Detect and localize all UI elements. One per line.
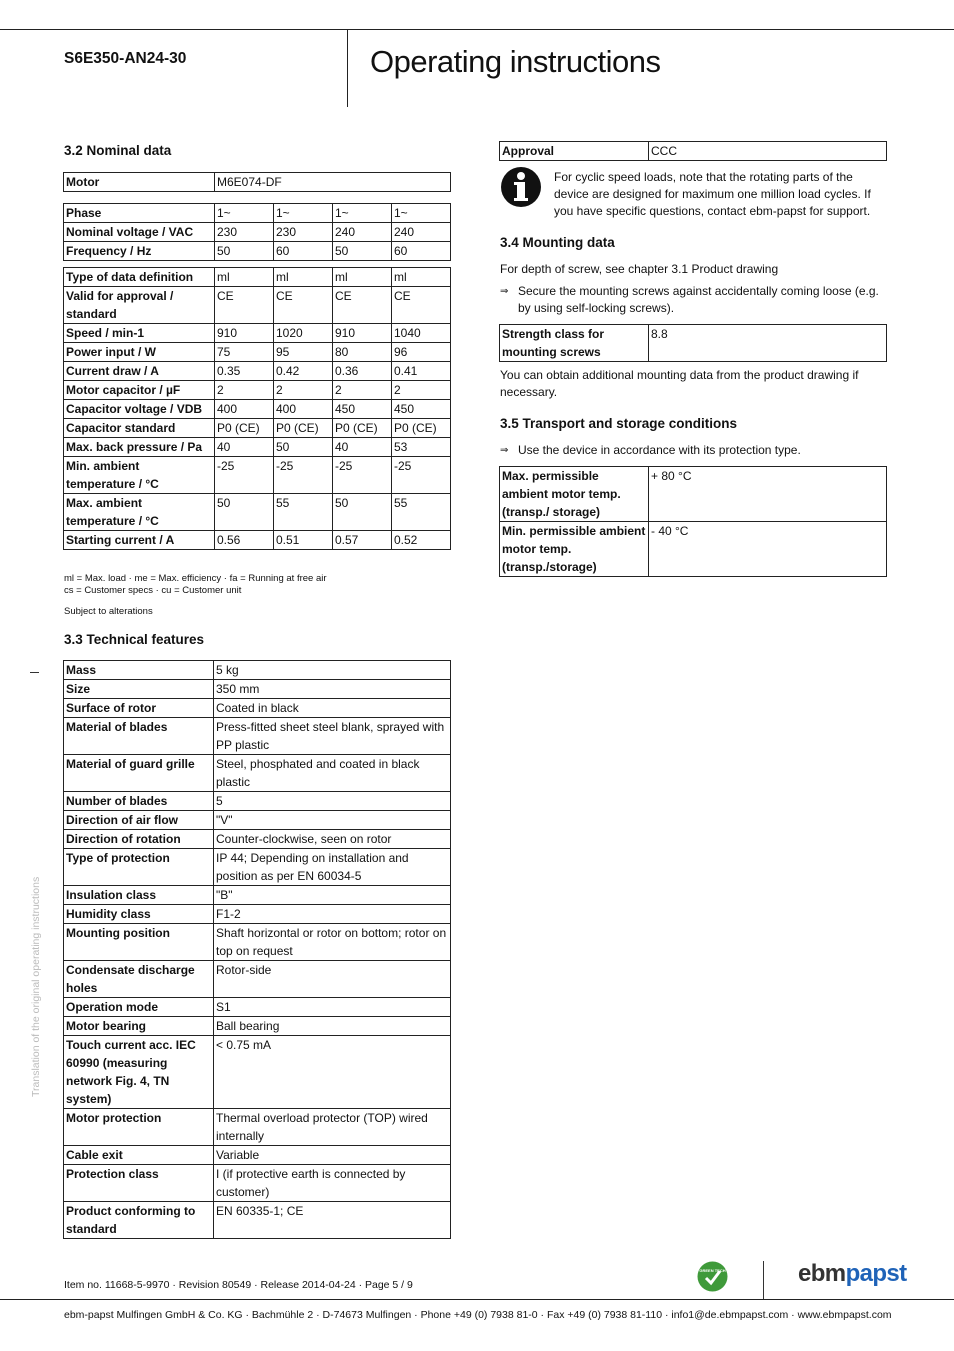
row-label: Capacitor standard — [64, 419, 215, 438]
table-row — [64, 1202, 451, 1239]
table-row — [64, 849, 451, 886]
approval-table — [499, 141, 887, 161]
row-label: Valid for approval / standard — [64, 287, 215, 324]
feature-label: Number of blades — [64, 792, 214, 811]
feature-value: IP 44; Depending on installation and position as per EN 60034-5 — [214, 849, 451, 886]
row-label: Starting current / A — [64, 531, 215, 550]
section-title-nominal: 3.2 Nominal data — [64, 143, 172, 158]
feature-value: I (if protective earth is connected by customer) — [214, 1165, 451, 1202]
table-row — [64, 1109, 451, 1146]
row-value: -25 — [274, 457, 333, 494]
table-row — [64, 268, 451, 287]
row-value: 0.36 — [333, 362, 392, 381]
approval-label: Approval — [500, 142, 649, 161]
mounting-text: For depth of screw, see chapter 3.1 Product drawing — [500, 262, 779, 276]
row-label: Power input / W — [64, 343, 215, 362]
row-value: ml — [215, 268, 274, 287]
row-value: 50 — [215, 242, 274, 261]
feature-label: Material of blades — [64, 718, 214, 755]
row-value: 75 — [215, 343, 274, 362]
row-value: 50 — [333, 494, 392, 531]
row-label: Speed / min-1 — [64, 324, 215, 343]
row-value: CE — [215, 287, 274, 324]
row-label: Nominal voltage / VAC — [64, 223, 215, 242]
feature-value: S1 — [214, 998, 451, 1017]
row-value: 1~ — [215, 204, 274, 223]
table-row — [64, 961, 451, 998]
table-row — [64, 287, 451, 324]
row-value: 2 — [333, 381, 392, 400]
feature-label: Motor bearing — [64, 1017, 214, 1036]
row-value: 0.35 — [215, 362, 274, 381]
feature-value: Variable — [214, 1146, 451, 1165]
section-title-transport: 3.5 Transport and storage conditions — [500, 416, 738, 431]
row-value: 1020 — [274, 324, 333, 343]
table-row — [64, 242, 451, 261]
feature-label: Material of guard grille — [64, 755, 214, 792]
row-value: 55 — [392, 494, 451, 531]
feature-value: 5 — [214, 792, 451, 811]
subject-to-alterations: Subject to alterations — [64, 606, 153, 617]
feature-label: Direction of air flow — [64, 811, 214, 830]
approval-value: CCC — [649, 142, 887, 161]
row-value: 40 — [215, 438, 274, 457]
feature-label: Mass — [64, 661, 214, 680]
table-row — [64, 1036, 451, 1109]
motor-value: M6E074-DF — [215, 173, 451, 192]
feature-value: Shaft horizontal or rotor on bottom; rotor on top on request — [214, 924, 451, 961]
row-value: 60 — [274, 242, 333, 261]
feature-label: Cable exit — [64, 1146, 214, 1165]
translation-note: Translation of the original operating instructions — [30, 876, 42, 1097]
row-value: 400 — [215, 400, 274, 419]
feature-value: 5 kg — [214, 661, 451, 680]
strength-label: Strength class for mounting screws — [500, 325, 649, 362]
table-row — [64, 886, 451, 905]
row-value: 450 — [333, 400, 392, 419]
min-temp-value: - 40 °C — [649, 522, 887, 577]
feature-label: Condensate discharge holes — [64, 961, 214, 998]
row-value: 0.41 — [392, 362, 451, 381]
mounting-bullet — [500, 283, 888, 319]
row-value: 0.57 — [333, 531, 392, 550]
row-value: ml — [274, 268, 333, 287]
row-value: 0.42 — [274, 362, 333, 381]
feature-label: Touch current acc. IEC 60990 (measuring network Fig. 4, TN system) — [64, 1036, 214, 1109]
legend-line-2: cs = Customer specs · cu = Customer unit — [64, 585, 242, 596]
row-value: 240 — [392, 223, 451, 242]
row-label: Max. back pressure / Pa — [64, 438, 215, 457]
row-value: -25 — [215, 457, 274, 494]
feature-label: Surface of rotor — [64, 699, 214, 718]
info-icon — [500, 166, 542, 208]
feature-value: EN 60335-1; CE — [214, 1202, 451, 1239]
row-value: 53 — [392, 438, 451, 457]
nominal-table-basic — [63, 203, 451, 261]
transport-table — [499, 466, 887, 577]
row-value: 50 — [333, 242, 392, 261]
feature-value: "V" — [214, 811, 451, 830]
strength-value: 8.8 — [649, 325, 887, 362]
row-value: 80 — [333, 343, 392, 362]
motor-table — [63, 172, 451, 192]
feature-value: Steel, phosphated and coated in black plastic — [214, 755, 451, 792]
company-address: ebm-papst Mulfingen GmbH & Co. KG · Bachmühle 2 · D-74673 Mulfingen · Phone +49 (0) 7938 81-0 · Fax +49 (0) 7938 81-110 · info1@de.ebmpapst.com · www.ebmpapst.com — [64, 1309, 892, 1321]
row-value: 40 — [333, 438, 392, 457]
row-value: -25 — [333, 457, 392, 494]
feature-value: < 0.75 mA — [214, 1036, 451, 1109]
table-row — [64, 531, 451, 550]
legend-line-1: ml = Max. load · me = Max. efficiency · fa = Running at free air — [64, 573, 327, 584]
table-row — [64, 400, 451, 419]
margin-tick — [30, 672, 39, 673]
mounting-bullet-text: Secure the mounting screws against accidentally coming loose (e.g. by using self-locking screws). — [518, 284, 879, 315]
table-row — [64, 419, 451, 438]
row-value: 55 — [274, 494, 333, 531]
table-row — [64, 905, 451, 924]
row-value: 2 — [274, 381, 333, 400]
table-row — [64, 699, 451, 718]
row-value: 1~ — [333, 204, 392, 223]
table-row — [64, 324, 451, 343]
motor-label: Motor — [64, 173, 215, 192]
row-label: Motor capacitor / µF — [64, 381, 215, 400]
feature-label: Direction of rotation — [64, 830, 214, 849]
feature-label: Product conforming to standard — [64, 1202, 214, 1239]
transport-bullet — [500, 442, 888, 460]
row-label: Current draw / A — [64, 362, 215, 381]
table-row — [64, 343, 451, 362]
row-label: Type of data definition — [64, 268, 215, 287]
arrow-icon: ⇒ — [500, 286, 509, 297]
technical-features-table — [63, 660, 451, 1239]
row-value: P0 (CE) — [274, 419, 333, 438]
greentech-logo — [697, 1261, 728, 1292]
header-top-rule — [0, 29, 954, 30]
table-row — [64, 830, 451, 849]
greentech-label: GREEN TECH — [699, 1268, 726, 1273]
table-row — [64, 204, 451, 223]
item-number: Item no. 11668-5-9970 · Revision 80549 · Release 2014-04-24 · Page 5 / 9 — [64, 1279, 413, 1291]
table-row — [64, 718, 451, 755]
feature-label: Insulation class — [64, 886, 214, 905]
row-value: 400 — [274, 400, 333, 419]
page-title: Operating instructions — [370, 44, 661, 79]
row-value: 230 — [215, 223, 274, 242]
footer-rule — [0, 1299, 954, 1300]
row-value: CE — [392, 287, 451, 324]
row-value: 1040 — [392, 324, 451, 343]
table-row — [64, 438, 451, 457]
feature-value: Press-fitted sheet steel blank, sprayed with PP plastic — [214, 718, 451, 755]
arrow-icon: ⇒ — [500, 445, 509, 456]
feature-label: Operation mode — [64, 998, 214, 1017]
feature-label: Type of protection — [64, 849, 214, 886]
row-value: 2 — [215, 381, 274, 400]
table-row — [64, 1165, 451, 1202]
row-label: Phase — [64, 204, 215, 223]
feature-label: Mounting position — [64, 924, 214, 961]
row-value: 2 — [392, 381, 451, 400]
row-value: P0 (CE) — [333, 419, 392, 438]
transport-bullet-text: Use the device in accordance with its protection type. — [518, 443, 801, 457]
table-row — [64, 362, 451, 381]
feature-label: Size — [64, 680, 214, 699]
row-value: CE — [274, 287, 333, 324]
feature-value: Coated in black — [214, 699, 451, 718]
strength-table — [499, 324, 887, 362]
table-row — [64, 755, 451, 792]
feature-value: Ball bearing — [214, 1017, 451, 1036]
table-row — [64, 661, 451, 680]
row-value: 450 — [392, 400, 451, 419]
row-value: 96 — [392, 343, 451, 362]
row-value: ml — [392, 268, 451, 287]
row-value: 95 — [274, 343, 333, 362]
row-value: 240 — [333, 223, 392, 242]
model-number: S6E350-AN24-30 — [64, 50, 187, 67]
nominal-table-performance — [63, 267, 451, 550]
max-temp-value: + 80 °C — [649, 467, 887, 522]
logo-divider — [763, 1261, 764, 1299]
row-value: 1~ — [274, 204, 333, 223]
row-value: 910 — [333, 324, 392, 343]
row-label: Capacitor voltage / VDB — [64, 400, 215, 419]
table-row — [64, 1146, 451, 1165]
row-value: -25 — [392, 457, 451, 494]
feature-value: Rotor-side — [214, 961, 451, 998]
row-value: 0.56 — [215, 531, 274, 550]
table-row — [64, 457, 451, 494]
cyclic-load-note: For cyclic speed loads, note that the rotating parts of the device are designed for maximum one million load cycles. If you have specific questions, contact ebm-papst for support. — [554, 170, 871, 218]
feature-value: 350 mm — [214, 680, 451, 699]
feature-value: Counter-clockwise, seen on rotor — [214, 830, 451, 849]
row-value: 1~ — [392, 204, 451, 223]
table-row — [64, 998, 451, 1017]
row-value: 910 — [215, 324, 274, 343]
mounting-extra: You can obtain additional mounting data from the product drawing if necessary. — [500, 368, 859, 399]
table-row — [64, 381, 451, 400]
section-title-technical: 3.3 Technical features — [64, 632, 205, 647]
row-label: Max. ambient temperature / °C — [64, 494, 215, 531]
table-row — [64, 792, 451, 811]
row-value: CE — [333, 287, 392, 324]
min-temp-label: Min. permissible ambient motor temp. (transp./storage) — [500, 522, 649, 577]
table-row — [64, 924, 451, 961]
row-value: 50 — [274, 438, 333, 457]
row-value: P0 (CE) — [392, 419, 451, 438]
feature-label: Protection class — [64, 1165, 214, 1202]
header-divider — [347, 29, 348, 107]
row-label: Frequency / Hz — [64, 242, 215, 261]
table-row — [64, 223, 451, 242]
row-value: 50 — [215, 494, 274, 531]
section-title-mounting: 3.4 Mounting data — [500, 235, 615, 250]
feature-value: Thermal overload protector (TOP) wired internally — [214, 1109, 451, 1146]
table-row — [64, 811, 451, 830]
table-row — [64, 494, 451, 531]
row-value: P0 (CE) — [215, 419, 274, 438]
feature-label: Motor protection — [64, 1109, 214, 1146]
row-value: 0.52 — [392, 531, 451, 550]
table-row — [64, 1017, 451, 1036]
row-value: 230 — [274, 223, 333, 242]
feature-label: Humidity class — [64, 905, 214, 924]
row-value: ml — [333, 268, 392, 287]
feature-value: "B" — [214, 886, 451, 905]
ebmpapst-logo: ebmpapst — [798, 1260, 907, 1287]
row-value: 60 — [392, 242, 451, 261]
feature-value: F1-2 — [214, 905, 451, 924]
max-temp-label: Max. permissible ambient motor temp. (transp./ storage) — [500, 467, 649, 522]
table-row — [64, 680, 451, 699]
row-value: 0.51 — [274, 531, 333, 550]
row-label: Min. ambient temperature / °C — [64, 457, 215, 494]
